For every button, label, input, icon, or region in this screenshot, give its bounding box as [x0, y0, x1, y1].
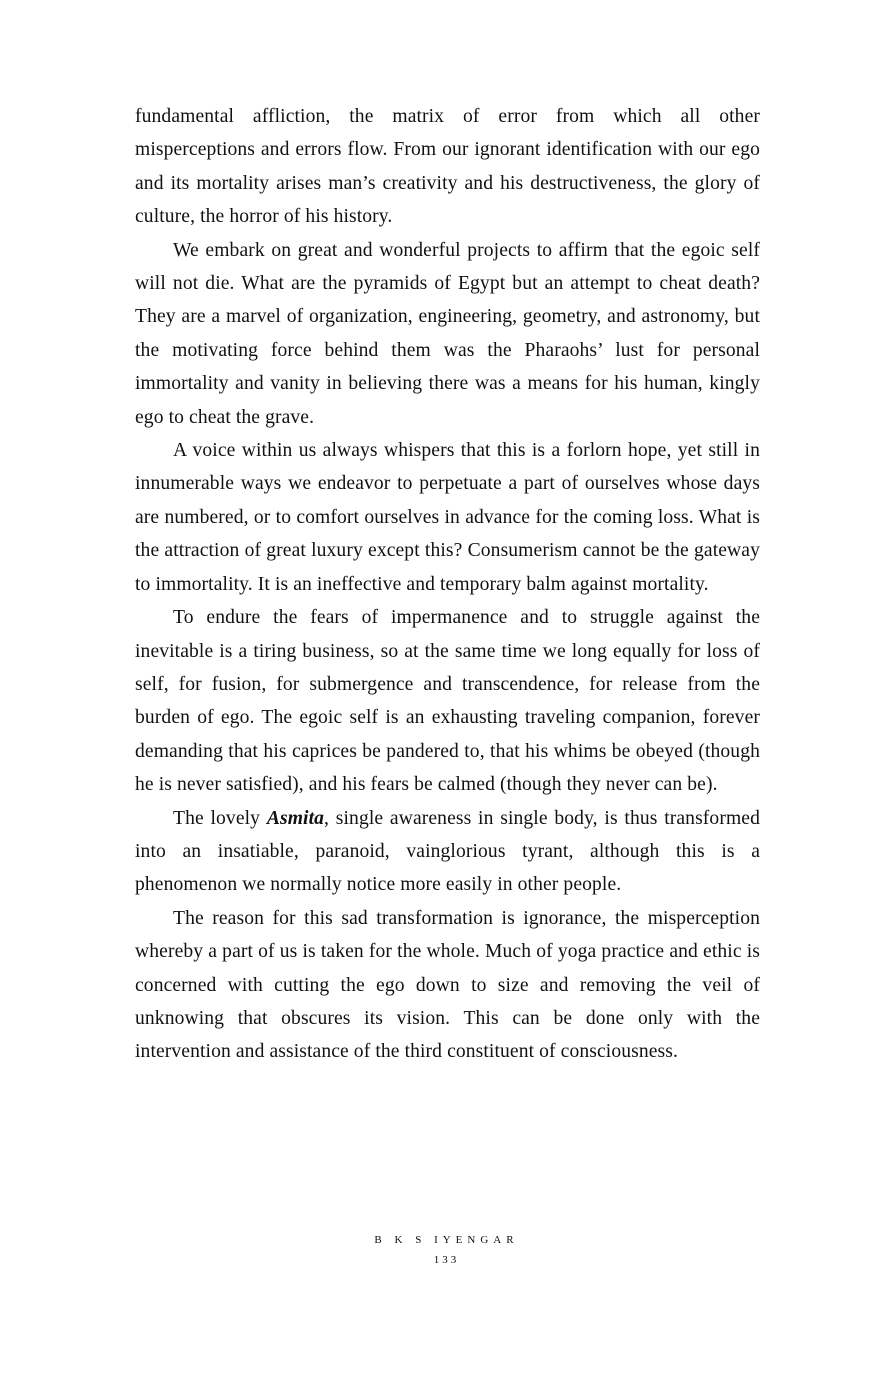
asmita-text-after: , single awareness in single body, is thus transformed into an insatiable, paranoid, vainglorious tyrant, although this is a phenomenon we normally notice more easily in other people.: [135, 807, 760, 896]
paragraph-transformation: The reason for this sad transformation is ignorance, the misperception whereby a part of us is taken for the whole. Much of yoga practice and ethic is concerned with cutting the ego down to size and removing the veil of unknowing that obscures its vision. This can be done only with the intervention and assistance of the third constituent of consciousness.: [135, 907, 760, 1063]
page-footer: [0, 1232, 893, 1268]
asmita-text-before: The lovely: [173, 807, 267, 829]
page-number: 133: [433, 1254, 460, 1266]
paragraph-impermanence: To endure the fears of impermanence and to struggle against the inevitable is a tiring business, so at the same time we long equally for loss of self, for fusion, for submergence and transcendence, for release from the burden of ego. The egoic self is an exhausting traveling companion, forever demanding that his caprices be pandered to, that his whims be obeyed (though he is never satisfied), and his fears be calmed (though they never can be).: [135, 607, 760, 796]
page-body: [135, 100, 760, 1069]
paragraph-pyramids: We embark on great and wonderful projects to affirm that the egoic self will not die. What are the pyramids of Egypt but an attempt to cheat death? They are a marvel of organization, engineering, geometry, and astronomy, but the motivating force behind them was the Pharaohs’ lust for personal immortality and vanity in believing there was a means for his human, kingly ego to cheat the grave.: [135, 239, 760, 428]
paragraph-asmita: [135, 802, 760, 902]
paragraph-forlorn-hope: A voice within us always whispers that this is a forlorn hope, yet still in innumerable ways we endeavor to perpetuate a part of ourselves whose days are numbered, or to comfort ourselves in advance for the coming loss. What is the attraction of great luxury except this? Consumerism cannot be the gateway to immortality. It is an ineffective and temporary balm against mortality.: [135, 440, 760, 595]
asmita-emphasis: Asmita: [266, 807, 325, 829]
running-head: B K S IYENGAR: [374, 1234, 519, 1246]
paragraph-continuation: fundamental affliction, the matrix of error from which all other misperceptions and errors flow. From our ignorant identification with our ego and its mortality arises man’s creativity and his destructiveness, the glory of culture, the horror of his history.: [135, 106, 760, 228]
